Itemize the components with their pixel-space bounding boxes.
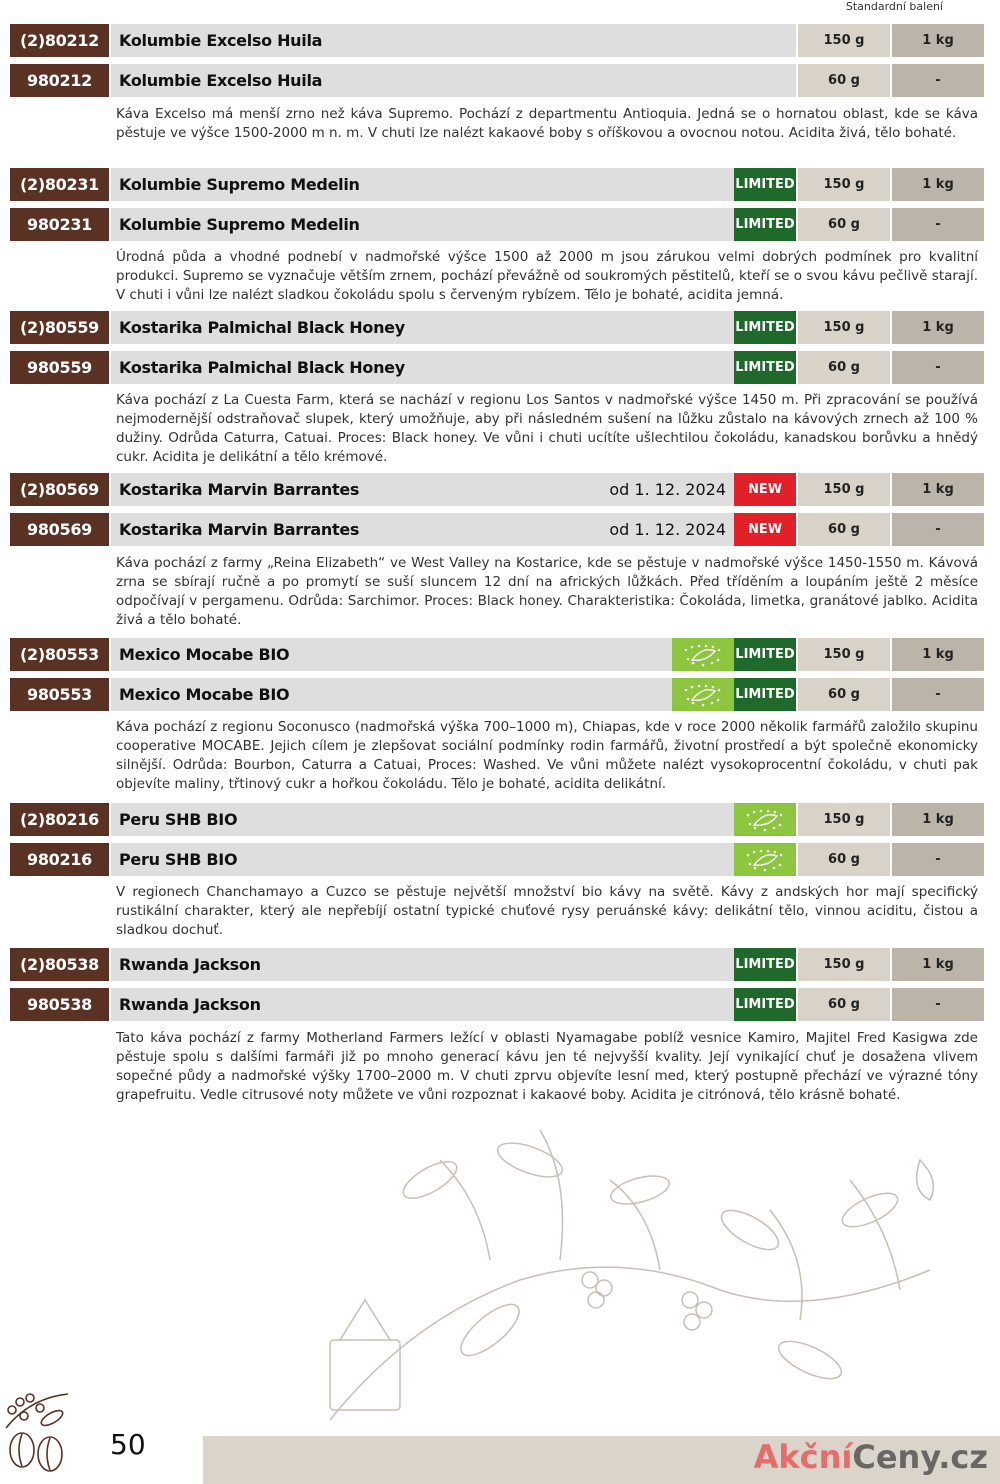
product-name: Peru SHB BIO — [119, 810, 238, 829]
limited-badge: LIMITED — [734, 208, 796, 241]
product-code: (2)80538 — [10, 948, 109, 981]
product-description: Káva Excelso má menší zrno než káva Supremo. Pochází z departmentu Antioquia. Jedná se o hornatou oblast, kde se káva pěstuje ve výšce 1500-2000 m n. m. V chuti lze nalézt kakaové boby s oříškovou a ovocnou notou. Acidita živá, tělo bohaté. — [116, 106, 978, 141]
product-code: 980569 — [10, 513, 109, 546]
product-row — [10, 948, 984, 981]
product-description: V regionech Chanchamayo a Cuzco se pěstuje největší množství bio kávy na světě. Kávy z andských hor mají specifický rustikální charakter, který ale nepřebíjí ostatní typické chuťové rysy peruánské kávy: delikátní tělo, vinnou aciditu, čistou a sladkou dochuť. — [116, 884, 978, 938]
weight-secondary: - — [892, 843, 984, 876]
product-code: (2)80559 — [10, 311, 109, 344]
eu-organic-leaf-icon — [734, 843, 796, 876]
weight-secondary: 1 kg — [892, 473, 984, 506]
coffee-plant-illustration — [290, 1120, 980, 1430]
weight-primary: 60 g — [798, 988, 890, 1021]
product-row — [10, 638, 984, 671]
weight-primary: 150 g — [798, 24, 890, 57]
weight-secondary: 1 kg — [892, 638, 984, 671]
product-name: Kostarika Palmichal Black Honey — [119, 358, 405, 377]
eu-organic-leaf-icon — [734, 803, 796, 836]
weight-secondary: - — [892, 208, 984, 241]
product-name: Mexico Mocabe BIO — [119, 685, 290, 704]
weight-primary: 60 g — [798, 208, 890, 241]
limited-badge: LIMITED — [734, 638, 796, 671]
product-name: Peru SHB BIO — [119, 850, 238, 869]
product-name: Kolumbie Supremo Medelin — [119, 175, 360, 194]
weight-secondary: - — [892, 988, 984, 1021]
site-watermark — [754, 1438, 988, 1476]
weight-secondary: - — [892, 351, 984, 384]
product-name: Kostarika Marvin Barrantes — [119, 480, 360, 499]
product-row — [10, 311, 984, 344]
weight-primary: 60 g — [798, 678, 890, 711]
limited-badge: LIMITED — [734, 988, 796, 1021]
coffee-branch-icon — [0, 1388, 75, 1478]
product-name: Kostarika Marvin Barrantes — [119, 520, 360, 539]
product-name: Kolumbie Excelso Huila — [119, 31, 323, 50]
page-number: 50 — [110, 1428, 146, 1461]
product-code: 980559 — [10, 351, 109, 384]
product-name: Kostarika Palmichal Black Honey — [119, 318, 405, 337]
weight-secondary: 1 kg — [892, 948, 984, 981]
product-row — [10, 24, 984, 57]
product-code: 980212 — [10, 64, 109, 97]
weight-secondary: 1 kg — [892, 803, 984, 836]
weight-primary: 150 g — [798, 168, 890, 201]
packaging-header: Standardní balení — [845, 0, 943, 13]
product-row — [10, 351, 984, 384]
weight-primary: 60 g — [798, 64, 890, 97]
watermark-part-1: Akční — [753, 1438, 853, 1476]
weight-secondary: 1 kg — [892, 168, 984, 201]
weight-secondary: - — [892, 513, 984, 546]
product-code: 980553 — [10, 678, 109, 711]
product-row — [10, 64, 984, 97]
product-description: Úrodná půda a vhodné podnebí v nadmořské výšce 1500 až 2000 m jsou zárukou velmi dobrých podmínek pro kvalitní produkci. Supremo se vyznačuje větším zrnem, pochází převážně od soukromých pěstitelů, kteří se o svou kávu pečlivě starají. V chuti i vůni lze nalézt sladkou čokoládu spolu s červeným rybízem. Tělo je bohaté, acidita jemná. — [116, 249, 978, 303]
product-description: Káva pochází z La Cuesta Farm, která se nachází v regionu Los Santos v nadmořské výšce 1450 m. Při zpracování se používá nejmodernější odstraňovač slupek, který umožňuje, aby při následném sušení na lůžku zůstalo na kávových zrnech až 100 % dužiny. Odrůda Caturra, Catuai. Proces: Black honey. Ve vůni i chuti ucítíte ušlechtilou čokoládu, kanadskou borůvku a hnědý cukr. Acidita je delikátní a tělo krémové. — [116, 392, 978, 465]
limited-badge: LIMITED — [734, 311, 796, 344]
product-name: Rwanda Jackson — [119, 955, 261, 974]
product-row — [10, 513, 984, 546]
product-code: 980216 — [10, 843, 109, 876]
product-name: Kolumbie Supremo Medelin — [119, 215, 360, 234]
product-row — [10, 473, 984, 506]
product-code: (2)80231 — [10, 168, 109, 201]
limited-badge: LIMITED — [734, 948, 796, 981]
new-badge: NEW — [734, 513, 796, 546]
weight-primary: 60 g — [798, 513, 890, 546]
product-description: Káva pochází z farmy „Reina Elizabeth“ ve West Valley na Kostarice, kde se pěstuje v nadmořské výšce 1450-1550 m. Kávová zrna se sbírají ručně a po promytí se suší sluncem 12 dní na afrických lůžkách. Před tříděním a loupáním ještě 2 měsíce odpočívají v pergamenu. Odrůda: Sarchimor. Proces: Black honey. Charakteristika: Čokoláda, limetka, granátové jablko. Acidita živá a tělo bohaté. — [116, 555, 978, 628]
product-description: Tato káva pochází z farmy Motherland Farmers ležící v oblasti Nyamagabe poblíž vesnice Kamiro, Majitel Fred Kasigwa zde pěstuje spolu s dalšími farmáři již po mnoho generací kávu jen té nejvyšší kvality. Její vynikající chuť je dosažena vlivem sopečné půdy a nadmořské výšky 1700–2000 m. V chuti zprvu objevíte lesní med, který postupně přechází ve výrazné tóny grapefruitu. Vedle citrusové noty můžete ve vůni rozpoznat i kakaové boby. Acidita je citrónová, tělo krásně bohaté. — [116, 1030, 978, 1103]
eu-organic-leaf-icon — [672, 678, 734, 711]
product-code: (2)80569 — [10, 473, 109, 506]
product-name: Rwanda Jackson — [119, 995, 261, 1014]
product-code: (2)80216 — [10, 803, 109, 836]
weight-secondary: - — [892, 678, 984, 711]
weight-primary: 60 g — [798, 351, 890, 384]
product-code: 980231 — [10, 208, 109, 241]
eu-organic-leaf-icon — [672, 638, 734, 671]
weight-secondary: 1 kg — [892, 311, 984, 344]
product-row — [10, 208, 984, 241]
product-description: Káva pochází z regionu Soconusco (nadmořská výška 700–1000 m), Chiapas, kde v roce 2000 několik farmářů založilo skupinu cooperative MOCABE. Jejich cílem je zlepšovat sociální podmínky rodin farmářů, životní prostředí a být společně ekonomicky silnější. Odrůda: Bourbon, Caturra a Catuai, Proces: Washed. Ve vůni můžete nalézt vysokoprocentní čokoládu, v chuti pak objevíte maliny, třtinový cukr a hořkou čokoládu. Tělo je bohaté, acidita delikátní. — [116, 719, 978, 792]
weight-primary: 150 g — [798, 311, 890, 344]
availability-date: od 1. 12. 2024 — [609, 520, 726, 539]
product-code: 980538 — [10, 988, 109, 1021]
weight-primary: 60 g — [798, 843, 890, 876]
product-row — [10, 168, 984, 201]
limited-badge: LIMITED — [734, 168, 796, 201]
watermark-part-2: Ceny.cz — [852, 1438, 988, 1476]
weight-primary: 150 g — [798, 638, 890, 671]
weight-primary: 150 g — [798, 473, 890, 506]
new-badge: NEW — [734, 473, 796, 506]
product-row — [10, 803, 984, 836]
availability-date: od 1. 12. 2024 — [609, 480, 726, 499]
product-code: (2)80553 — [10, 638, 109, 671]
product-row — [10, 678, 984, 711]
product-name: Mexico Mocabe BIO — [119, 645, 290, 664]
limited-badge: LIMITED — [734, 678, 796, 711]
product-code: (2)80212 — [10, 24, 109, 57]
weight-primary: 150 g — [798, 803, 890, 836]
product-row — [10, 988, 984, 1021]
weight-primary: 150 g — [798, 948, 890, 981]
product-name: Kolumbie Excelso Huila — [119, 71, 323, 90]
weight-secondary: - — [892, 64, 984, 97]
product-row — [10, 843, 984, 876]
weight-secondary: 1 kg — [892, 24, 984, 57]
limited-badge: LIMITED — [734, 351, 796, 384]
